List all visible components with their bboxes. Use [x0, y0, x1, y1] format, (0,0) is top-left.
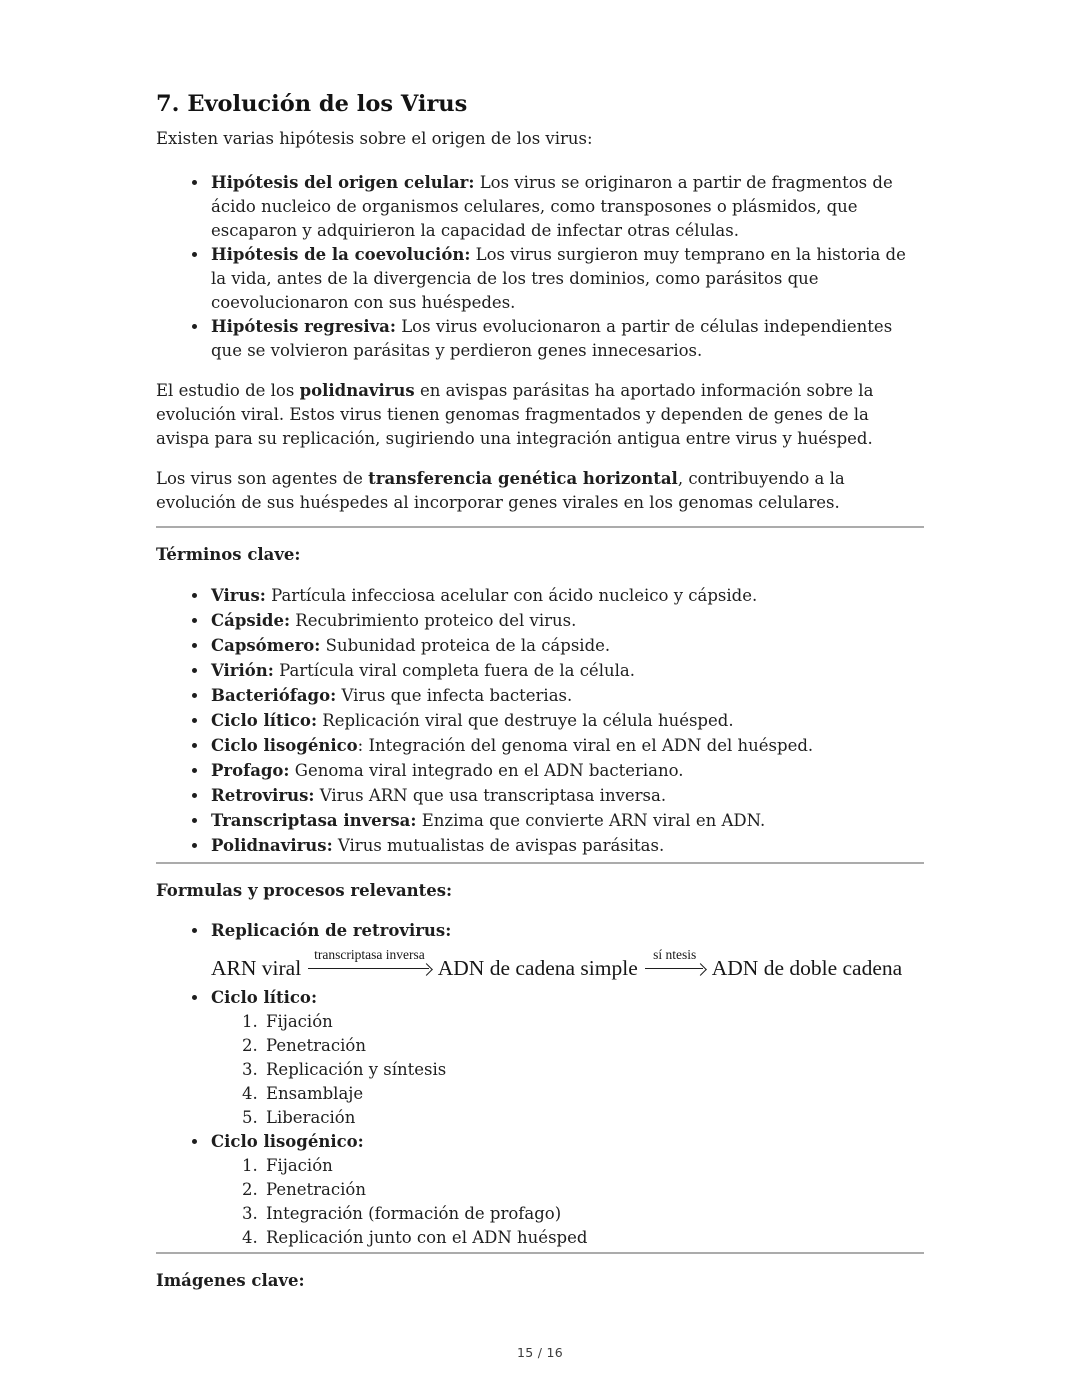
paragraph-text: en avispas parásitas ha aportado información sobre la evolución viral. Estos virus tienen genomas fragmentados y dependen de genes de la avispa para su replicación, sugiriendo una integración antigua entre virus y huésped. — [156, 381, 874, 448]
section-heading-terms: Términos clave: — [156, 545, 301, 564]
section-divider — [156, 526, 924, 528]
paragraph-text: Los virus son agentes de — [156, 469, 369, 488]
term-definition: Virus ARN que usa transcriptasa inversa. — [314, 786, 667, 805]
key-term-item — [209, 733, 924, 758]
key-term-item — [209, 608, 924, 633]
key-terms-list — [156, 583, 924, 858]
arrow-label: transcriptasa inversa — [314, 947, 425, 962]
hypothesis-definition: Los virus evolucionaron a partir de células independientes que se volvieron parásitas y perdieron genes innecesarios. — [211, 317, 893, 360]
paragraph-text: El estudio de los — [156, 381, 300, 400]
paragraph-horizontal-gene-transfer — [156, 467, 924, 515]
retrovirus-replication-item — [209, 919, 924, 981]
formula-item-label: Replicación de retrovirus: — [211, 921, 452, 940]
key-term-item — [209, 833, 924, 858]
arrow-label: sí ntesis — [653, 947, 697, 962]
section-divider — [156, 1252, 924, 1254]
formula-lhs: ARN viral — [211, 956, 302, 980]
formula-rhs: ADN de doble cadena — [711, 956, 903, 980]
term-definition: Partícula viral completa fuera de la célula. — [273, 661, 635, 680]
term-word: Profago: — [211, 761, 290, 780]
term-definition: Enzima que convierte ARN viral en ADN. — [416, 811, 766, 830]
step-item: 2. Penetración — [263, 1178, 924, 1202]
term-word: Capsómero: — [211, 636, 321, 655]
step-item: 1. Fijación — [263, 1154, 924, 1178]
step-item: 3. Replicación y síntesis — [263, 1058, 924, 1082]
term-definition: Virus mutualistas de avispas parásitas. — [332, 836, 665, 855]
page-title: 7. Evolución de los Virus — [156, 91, 468, 117]
hypothesis-item — [209, 315, 924, 363]
section-divider — [156, 862, 924, 864]
term-definition: Subunidad proteica de la cápside. — [320, 636, 611, 655]
term-word: Virus: — [211, 586, 266, 605]
term-word: Virión: — [211, 661, 274, 680]
intro-text: Existen varias hipótesis sobre el origen de los virus: — [156, 129, 593, 148]
hypothesis-term: Hipótesis regresiva: — [211, 317, 396, 336]
step-item: 3. Integración (formación de profago) — [263, 1202, 924, 1226]
term-word: Transcriptasa inversa: — [211, 811, 417, 830]
step-item: 5. Liberación — [263, 1106, 924, 1130]
right-arrow-icon — [645, 963, 705, 974]
bold-inline: polidnavirus — [299, 381, 415, 400]
term-word: Retrovirus: — [211, 786, 315, 805]
reaction-arrow — [308, 947, 431, 981]
step-item: 1. Fijación — [263, 1010, 924, 1034]
section-heading-formulas: Formulas y procesos relevantes: — [156, 881, 453, 900]
term-definition: Replicación viral que destruye la célula huésped. — [317, 711, 734, 730]
lytic-cycle-item — [209, 986, 924, 1130]
formula-item-label: Ciclo lisogénico: — [211, 1132, 364, 1151]
step-item: 2. Penetración — [263, 1034, 924, 1058]
formula-item-label: Ciclo lítico: — [211, 988, 318, 1007]
term-word: Cápside: — [211, 611, 291, 630]
page-number: 15 / 16 — [516, 1345, 564, 1360]
term-definition: Virus que infecta bacterias. — [336, 686, 573, 705]
paragraph-polidnavirus — [156, 379, 924, 451]
key-term-item — [209, 808, 924, 833]
lytic-steps-list — [211, 1010, 924, 1130]
hypothesis-term: Hipótesis de la coevolución: — [211, 245, 471, 264]
key-term-item — [209, 658, 924, 683]
formula-mid: ADN de cadena simple — [437, 956, 638, 980]
formulas-list — [156, 919, 924, 1250]
key-term-item — [209, 783, 924, 808]
term-word: Ciclo lítico: — [211, 711, 318, 730]
key-term-item — [209, 708, 924, 733]
term-definition: Genoma viral integrado en el ADN bacteriano. — [289, 761, 684, 780]
step-item: 4. Ensamblaje — [263, 1082, 924, 1106]
term-word: Polidnavirus: — [211, 836, 333, 855]
hypothesis-definition: Los virus se originaron a partir de fragmentos de ácido nucleico de organismos celulares, como transposones o plásmidos, que escaparon y adquirieron la capacidad de infectar otras células. — [211, 173, 893, 240]
reaction-arrow — [645, 947, 705, 981]
hypothesis-item — [209, 243, 924, 315]
bold-inline: transferencia genética horizontal — [368, 469, 678, 488]
right-arrow-icon — [308, 963, 431, 974]
term-definition: Partícula infecciosa acelular con ácido nucleico y cápside. — [265, 586, 758, 605]
section-heading-images: Imágenes clave: — [156, 1271, 305, 1290]
lysogenic-cycle-item — [209, 1130, 924, 1250]
term-definition: : Integración del genoma viral en el ADN del huésped. — [357, 736, 814, 755]
key-term-item — [209, 633, 924, 658]
term-word: Ciclo lisogénico — [211, 736, 358, 755]
hypothesis-definition: Los virus surgieron muy temprano en la historia de la vida, antes de la divergencia de los tres dominios, como parásitos que coevolucionaron con sus huéspedes. — [211, 245, 906, 312]
hypothesis-item — [209, 171, 924, 243]
key-term-item — [209, 758, 924, 783]
key-term-item — [209, 583, 924, 608]
step-item: 4. Replicación junto con el ADN huésped — [263, 1226, 924, 1250]
hypothesis-term: Hipótesis del origen celular: — [211, 173, 475, 192]
term-definition: Recubrimiento proteico del virus. — [290, 611, 577, 630]
lysogenic-steps-list — [211, 1154, 924, 1250]
key-term-item — [209, 683, 924, 708]
document-page — [156, 90, 924, 1309]
term-word: Bacteriófago: — [211, 686, 337, 705]
retrovirus-formula — [211, 947, 933, 981]
hypotheses-list — [156, 171, 924, 363]
paragraph-text: , contribuyendo a la evolución de sus huéspedes al incorporar genes virales en los genomas celulares. — [156, 469, 845, 512]
